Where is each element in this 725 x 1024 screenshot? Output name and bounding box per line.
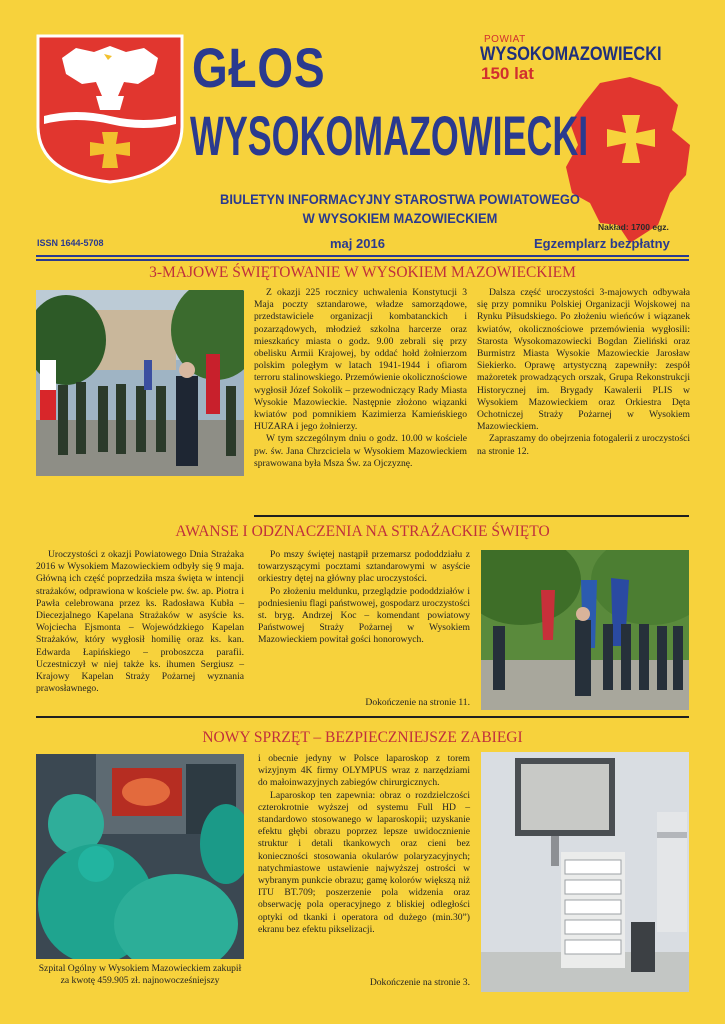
issn: ISSN 1644-5708 — [37, 238, 104, 248]
newspaper-title-line2: WYSOKOMAZOWIECKI — [190, 104, 589, 167]
article2-divider — [36, 716, 689, 718]
header-divider-2 — [36, 259, 689, 261]
article2-continued: Dokończenie na stronie 11. — [365, 697, 470, 708]
article1-col1-paragraph1: Z okazji 225 rocznicy uchwalenia Konstytucji 3 Maja poczty sztandarowe, władze samorządowe, przedstawiciele organizacji kombatanckich i pozarządowych, młodzież szkolna harcerze oraz mieszkańcy miasta o godz. 9.00 zebrali się przy obelisku Armii Krajowej, by oddać hołd żołnierzom polskim poległym w latach 1941-1944 i ofiarom terroru stalinowskiego. Przemówienie okolicznościowe wygłosił Józef Sokolik – przewodniczący Rady Miasta Wysokie Mazowieckie. Następnie złożono wiązanki kwiatów pod pomnikiem Kazimierza Kamieńskiego HUZARA i jego żołnierzy. — [254, 287, 467, 433]
article3-title: NOWY SPRZĘT – BEZPIECZNIEJSZE ZABIEGI — [202, 729, 523, 746]
coat-of-arms-logo — [36, 34, 184, 184]
article3-photo-equipment — [481, 752, 689, 992]
free-copy-label: Egzemplarz bezpłatny — [534, 236, 670, 251]
article2-col2-paragraph1: Po mszy świętej nastąpił przemarsz pododdziału z towarzyszącymi pocztami sztandarowymi w asyście orkiestry dętej na główny plac uroczystości. — [258, 549, 470, 585]
article3-continued: Dokończenie na stronie 3. — [369, 977, 470, 988]
article1-photo — [36, 290, 244, 476]
article2-col2-paragraph2: Po złożeniu meldunku, przeglądzie pododdziałów i podniesieniu flagi państwowej, gospodarz uroczystości st. bryg. Andrzej Koc – komendant powiatowy Państwowej Straży Pożarnej w Wysokiem Mazowieckiem powitał gości honorowych. — [258, 585, 470, 646]
print-run: Nakład: 1700 egz. — [598, 222, 669, 232]
subtitle-line1: BIULETYN INFORMACYJNY STAROSTWA POWIATOWEGO — [220, 191, 580, 207]
article2-title: AWANSE I ODZNACZENIA NA STRAŻACKIE ŚWIĘTO — [175, 523, 550, 540]
article2-col1-paragraph1: Uroczystości z okazji Powiatowego Dnia Strażaka 2016 w Wysokiem Mazowieckiem odbyły się 9 maja. Główną ich część poprzedziła msza święta w intencji strażaków, odprawiona w kościele pw. św. ap. Piotra i Pawła celebrowana przez ks. Radosława Kubła – Diecezjalnego Kapelana Strażaków w asyście ks. Wojciecha Ejsmonta – Wojewódzkiego Kapelan Strażaków, który wygłosił homilię oraz ks. kan. Edwarda Łapińskiego – proboszcza parafii. Uczestniczył w niej także ks. ihumen Sergiusz – Krajowy Kapelan Straży Pożarnej wyznania prawosławnego. — [36, 549, 244, 695]
powiat-name: WYSOKOMAZOWIECKI — [480, 44, 662, 65]
article2-photo — [481, 550, 689, 710]
article1-divider — [254, 515, 689, 517]
article1-column1 — [254, 287, 467, 470]
subtitle-line2: W WYSOKIEM MAZOWIECKIEM — [302, 210, 498, 226]
issue-date: maj 2016 — [330, 236, 385, 251]
anniversary-label: 150 lat — [481, 64, 534, 83]
newspaper-title-line1: GŁOS — [192, 36, 326, 99]
article1-column2 — [477, 287, 690, 458]
header-divider — [36, 255, 689, 257]
article1-title: 3-MAJOWE ŚWIĘTOWANIE W WYSOKIEM MAZOWIECKIEM — [149, 264, 576, 281]
article1-col1-paragraph2: W tym szczególnym dniu o godz. 10.00 w kościele pw. św. Jana Chrzciciela w Wysokiem Mazowieckiem sprawowana była Msza Św. za Ojczyznę. — [254, 433, 467, 469]
article2-column2 — [258, 549, 470, 647]
powiat-label: POWIAT — [484, 34, 526, 45]
article1-col2-paragraph1: Dalsza część uroczystości 3-majowych odbywała się przy pomniku Polskiej Organizacji Wojskowej na Rynku Piłsudskiego. Po złożeniu wieńców i wiązanek kwiatów, okolicznościowe przemówienia wygłosili: Starosta Wysokomazowiecki Bogdan Zieliński oraz Burmistrz Miasta Wysokie Mazowieckie Jarosław Siekierko. Oprawę artystyczną zapewniły: zespół mażoretek prowadzących orszak, Grupa Rekonstrukcji Historycznej im. Brygady Kawalerii PLIS w Wysokiem Mazowieckiem oraz Orkiestra Dęta Ochotniczej Straży Pożarnej w Wysokiem Mazowieckiem. — [477, 287, 690, 433]
article3-paragraph1: i obecnie jedyny w Polsce laparoskop z torem wizyjnym 4K firmy OLYMPUS wraz z narzędziami do małoinwazyjnych zabiegów chirurgicznych. — [258, 753, 470, 789]
article3-photo-surgery — [36, 754, 244, 959]
article3-caption: Szpital Ogólny w Wysokiem Mazowieckiem zakupił za kwotę 459.905 zł. najnowocześniejszy — [38, 963, 242, 987]
article3-paragraph2: Laparoskop ten zapewnia: obraz o rozdzielczości czterokrotnie wyższej od systemu Full HD – standardowo stosowanego w laparoskopii; uzyskanie efektu głębi obrazu poprzez lepsze uwidocznienie struktur i detali tkankowych oraz cieni bez konieczności stosowania okularów polaryzacyjnych; natychmiastowe ustawienie najwyższej ostrości w wybranym punkcie obrazu; gamę kolorów większą niż ITU BT.709; poszerzenie pola widzenia oraz obserwację pola operacyjnego z bliskiej odległości optyki od tkanki i operatora od dużego (min.30”) ekranu bez efektu pikselizacji. — [258, 789, 470, 935]
article2-column1 — [36, 549, 244, 695]
article1-col2-paragraph2: Zapraszamy do obejrzenia fotogalerii z uroczystości na stronie 12. — [477, 433, 690, 457]
article3-column — [258, 753, 470, 936]
